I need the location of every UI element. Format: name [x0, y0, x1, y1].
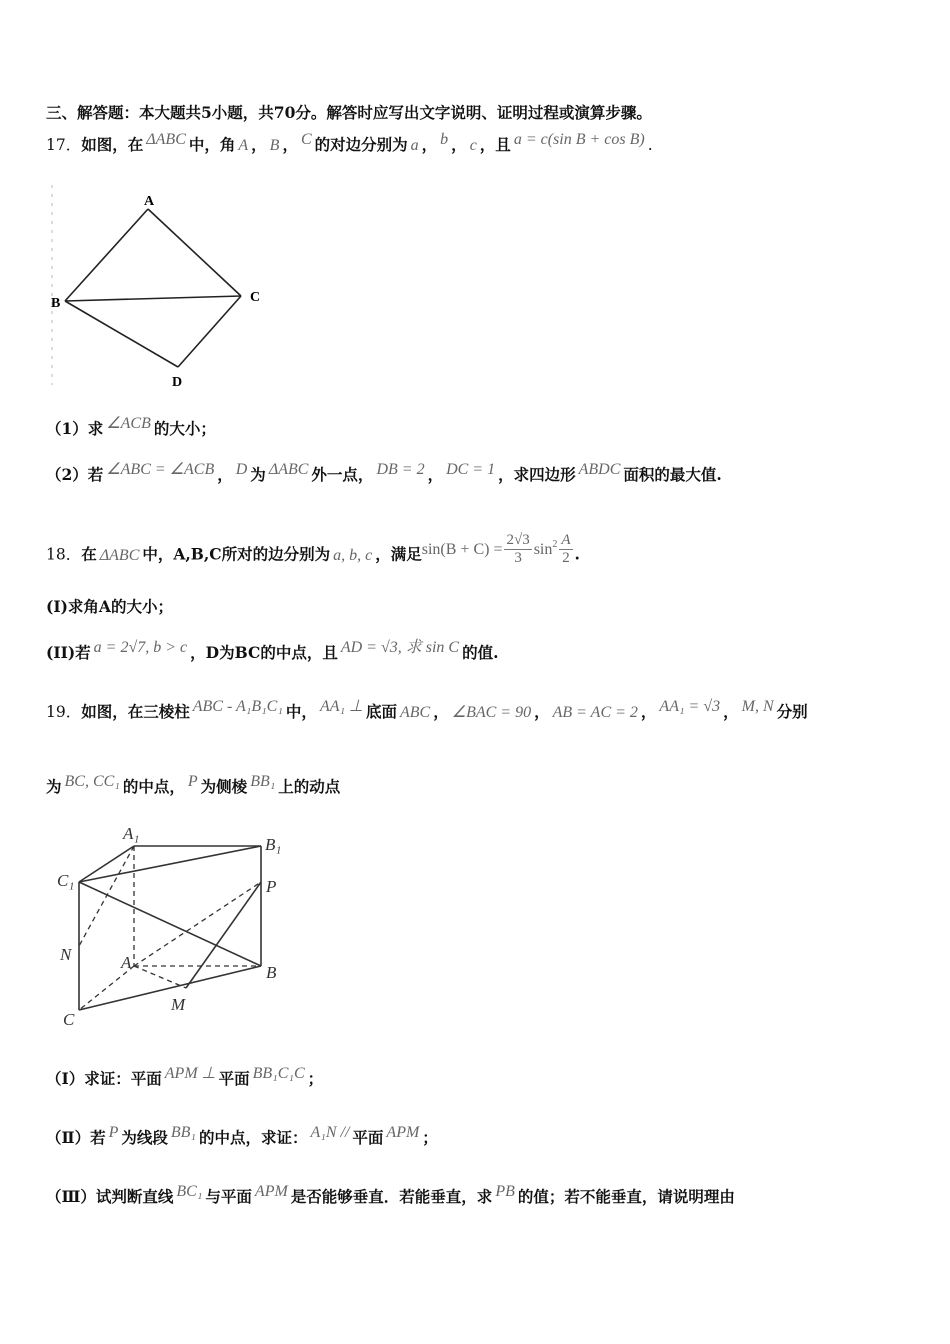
q17-part2: （2）若 ∠ABC = ∠ACB ， D 为 ΔABC 外一点， DB = 2 ， DC = 1 ，求四边形 ABDC 面积的最大值. — [46, 461, 722, 484]
edge-ab — [65, 209, 148, 301]
q17-stem: 17．如图，在 ΔABC 中，角 A ， B ， C 的对边分别为 a ， b ， c ，且 a = c(sin B + cos B) . — [46, 131, 653, 154]
edge-cb — [79, 966, 261, 1010]
label-c: C — [63, 1010, 75, 1029]
edge-ap — [134, 882, 261, 966]
q19-part1: （Ⅰ）求证：平面 APM ⊥ 平面 BB₁C₁C ； — [46, 1065, 324, 1088]
label-a: A — [121, 953, 132, 972]
edge-cd — [178, 296, 241, 367]
q17-part1: （1）求 ∠ACB 的大小； — [46, 415, 216, 438]
label-d: D — [172, 375, 183, 390]
q19-figure — [55, 820, 295, 1035]
q17-figure — [45, 185, 285, 395]
q19-stem-line2: 为 BC, CC₁ 的中点， P 为侧棱 BB₁ 上的动点 — [46, 773, 341, 796]
q19-stem-line1: 19．如图，在三棱柱 ABC - A₁B₁C₁ 中， AA₁ ⊥ 底面 ABC ， ∠BAC = 90 ， AB = AC = 2 ， AA₁ = √3 ， M, N 分别 — [46, 698, 808, 721]
section-header: 三、解答题：本大题共5小题，共70分。解答时应写出文字说明、证明过程或演算步骤。 — [46, 103, 652, 122]
q19-part3: （Ⅲ）试判断直线 BC₁ 与平面 APM 是否能够垂直．若能垂直，求 PB 的值；若不能垂直，请说明理由 — [46, 1183, 735, 1206]
edge-a1n — [79, 846, 134, 946]
q19-number: 19． — [46, 703, 82, 721]
q18-part2: (II)若 a = 2√7, b > c ，D为BC的中点，且 AD = √3, 求 sin C 的值. — [46, 639, 499, 662]
q17-number: 17． — [46, 136, 82, 154]
label-n: N — [60, 945, 72, 964]
q18-stem: 18．在 ΔABC 中，A,B,C所对的边分别为 a, b, c ，满足sin(B + C) = $\frac{2√3}{3}$ $\sin^2$ $\frac{A}{2}$ . — [46, 532, 580, 566]
label-c: C — [250, 290, 261, 305]
label-c1: C₁ — [57, 871, 75, 890]
edge-ac — [148, 209, 241, 296]
q18-part1: (I)求角A的大小； — [46, 597, 173, 616]
q19-part2: （Ⅱ）若 P 为线段 BB₁ 的中点，求证： A₁N // 平面 APM ； — [46, 1124, 438, 1147]
fraction-a-over-2: $\frac{A}{2}$ — [561, 532, 571, 566]
edge-bc — [65, 296, 241, 301]
label-b1: B₁ — [265, 835, 282, 854]
edge-bd — [65, 301, 178, 367]
edge-pm — [186, 882, 261, 988]
label-a: A — [144, 194, 155, 209]
edge-am — [134, 966, 186, 988]
label-m: M — [171, 995, 186, 1014]
label-b: B — [266, 963, 277, 982]
q18-number: 18． — [46, 545, 82, 564]
label-p: P — [266, 877, 277, 896]
fraction-2root3-over-3: $\frac{2√3}{3}$ — [506, 532, 530, 566]
label-b: B — [51, 296, 61, 311]
label-a1: A₁ — [123, 824, 140, 843]
edge-c1b — [79, 882, 261, 966]
